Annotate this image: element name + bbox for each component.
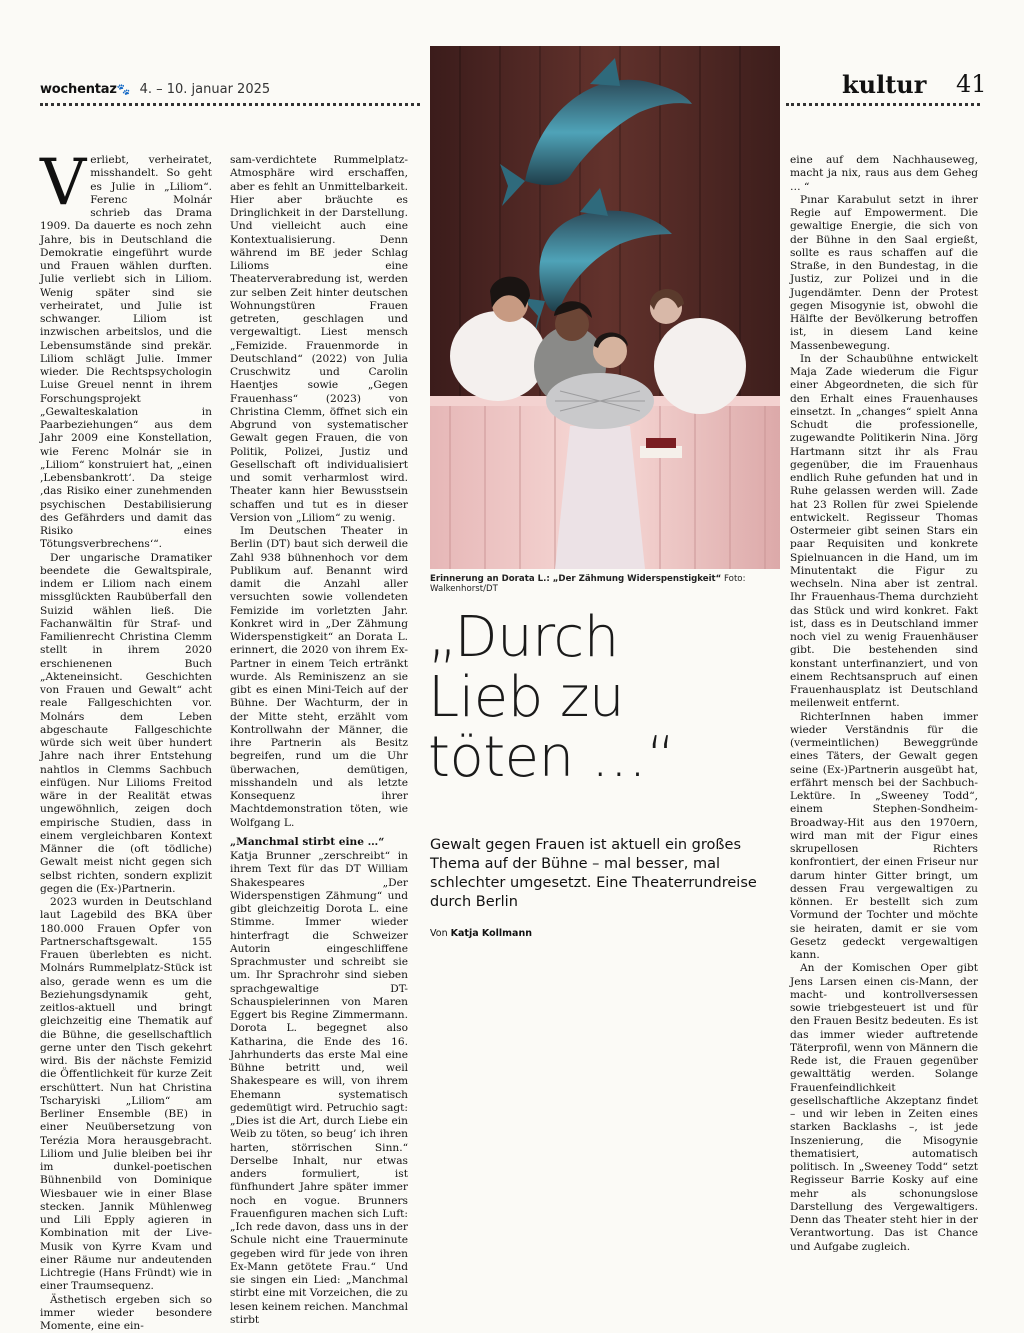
paw-icon: 🐾 bbox=[117, 83, 131, 96]
masthead bbox=[40, 82, 270, 97]
paragraph: In der Schaubühne entwickelt Maja Zade wiederum die Figur einer Abgeordneten, die sich für den Erhalt eines Frauenhauses einsetzt. In „changes“ spielt Anna Schudt die professionelle, zugewandte Politikerin Nina. Jörg Hartmann sitzt ihr als Frau gegenüber, die im Frauenhaus endlich Ruhe gefunden hat und in Ruhe gelassen werden will. Zade hat 23 Rollen für zwei Spielende entwickelt. Regisseur Thomas Ostermeier gibt seinen Stars ein paar Requisiten und konkrete Spielnuancen in die Hand, um im Minutentakt die Figur zu wechseln. Nina aber ist zentral. Ihr Frauenhaus-Thema durchzieht das Stück und wird konkret. Fakt ist, dass es in Deutschland immer noch viel zu wenig Frauenhäuser gibt. Die bestehenden sind konstant unterfinanziert, und von einem Rechtsanspruch auf einen Frauenhausplatz ist Deutschland meilenweit entfernt. bbox=[790, 353, 978, 711]
headline bbox=[428, 608, 778, 788]
headline-line: „Durch bbox=[428, 608, 778, 668]
paragraph: eine auf dem Nachhauseweg, macht ja nix, raus aus dem Geheg … “ bbox=[790, 154, 978, 194]
section-title: kultur bbox=[842, 70, 926, 99]
headline-line: Lieb zu bbox=[428, 668, 778, 728]
byline-author: Katja Kollmann bbox=[451, 928, 532, 939]
photo-credit: Foto: Walkenhorst/DT bbox=[430, 574, 745, 594]
stage-photo bbox=[430, 46, 780, 569]
headline-line: töten …“ bbox=[428, 728, 778, 788]
subheading: „Manchmal stirbt eine …“ bbox=[230, 836, 408, 849]
paragraph: Katja Brunner „zerschreibt“ in ihrem Text für das DT William Shakespeares „Der Widerspenstigen Zähmung“ und gibt gleichzeitig Dorota L. eine Stimme. Immer wieder hinterfragt die Schweizer Autorin eingeschliffene Sprachmuster und schreibt sie um. Ihr Sprachrohr sind sieben sprachgewaltige DT-Schauspielerinnen von Maren Eggert bis Regine Zimmermann. Dorota L. begegnet also Katharina, die Ende des 16. Jahrhunderts das erste Mal eine Bühne betritt und, weil Shakespeare es will, von ihrem Ehemann systematisch gedemütigt wird. Petruchio sagt: „Dies ist die Art, durch Liebe ein Weib zu töten, so beug’ ich ihren harten, störrischen Sinn.“ Derselbe Inhalt, nur etwas anders formuliert, ist fünfhundert Jahre später immer noch en vogue. Brunners Frauenfiguren machen sich Luft: „Ich rede davon, dass uns in der Schule nicht eine Trauerminute gegeben wird für jede von ihren Ex-Mann getötete Frau.“ Und sie singen ein Lied: „Manchmal stirbt eine mit Vorzeichen, die zu lesen keinem reichen. Manchmal stirbt bbox=[230, 850, 408, 1327]
article-column-1 bbox=[40, 154, 212, 1333]
page-number: 41 bbox=[956, 70, 987, 98]
stage-photo-illustration bbox=[430, 46, 780, 569]
byline bbox=[430, 928, 532, 939]
paragraph: Ästhetisch ergeben sich so immer wieder besondere Momente, eine ein- bbox=[40, 1294, 212, 1333]
byline-prefix: Von bbox=[430, 928, 448, 939]
header-dotted-rule-right bbox=[786, 103, 980, 106]
paragraph: RichterInnen haben immer wieder Verständnis für die (vermeintlichen) Beweggründe eines Täters, der Gewalt gegen seine (Ex-)Partnerin ausgeübt hat, erfährt mensch bei der Sachbuch-Lektüre. In „Sweeney Todd“, einem Stephen-Sondheim-Broadway-Hit aus den 1970ern, wird man mit der Figur eines skrupellosen Richters konfrontiert, der einen Friseur nur darum hinter Gitter bringt, um dessen Frau vergewaltigen zu können. Er bestellt sich zum Vormund der Tochter und möchte sie heiraten, damit er sie vom Gesetz gedeckt vergewaltigen kann. bbox=[790, 711, 978, 963]
paragraph: Der ungarische Dramatiker beendete die Gewaltspirale, indem er Liliom nach einem missglückten Raubüberfall den Suizid wählen ließ. Die Fachanwältin für Straf- und Familienrecht Christina Clemm stellt in ihrem 2020 erschienenen Buch „Akteneinsicht. Geschichten von Frauen und Gewalt“ acht reale Fallgeschichten vor. Molnárs dem Leben abgeschaute Fallgeschichte würde sich weit über hundert Jahre nach ihrer Entstehung nahtlos in Clemms Sachbuch einfügen. Nur Lilioms Freitod wäre in der Realität etwas ungewöhnlich, zeigen doch empirische Studien, dass in einem vergleichbaren Kontext Männer die (oft tödliche) Gewalt meist nicht gegen sich selbst richten, sondern explizit gegen die (Ex-)Partnerin. bbox=[40, 552, 212, 897]
teaser: Gewalt gegen Frauen ist aktuell ein großes Thema auf der Bühne – mal besser, mal schlechter umgesetzt. Eine Theaterrundreise durch Berlin bbox=[430, 836, 770, 912]
photo-caption bbox=[430, 574, 780, 594]
article-column-2 bbox=[230, 154, 408, 1327]
paragraph: erliebt, verheiratet, misshandelt. So geht es Julie in „Liliom“. Ferenc Molnár schrieb das Drama 1909. Da dauerte es noch zehn Jahre, bis in Deutschland die Demokratie eingeführt wurde und Frauen wählen durften. Julie verliebt sich in Liliom. Wenig später sind sie verheiratet, und Julie ist schwanger. Liliom ist inzwischen arbeitslos, und die Lebensumstände sind prekär. Liliom schlägt Julie. Immer wieder. Die Rechtspsychologin Luise Greuel nennt in ihrem Forschungsprojekt „Gewalteskalation in Paarbeziehungen“ aus dem Jahr 2009 eine Konstellation, wie Ferenc Molnár sie in „Liliom“ konstruiert hat, „einen ‚Lebensbankrott‘. Da steige ‚das Risiko einer zunehmenden psychischen Destabilisierung des Gefährders und damit das Risiko eines Tötungsverbrechens‘“. bbox=[40, 154, 212, 550]
drop-cap: V bbox=[40, 155, 86, 211]
issue-date: 4. – 10. januar 2025 bbox=[140, 82, 271, 97]
brand-name: wochentaz bbox=[40, 82, 117, 97]
paragraph: sam-verdichtete Rummelplatz-Atmosphäre wird erschaffen, aber es fehlt an Unmittelbarkeit. Hier aber bräuchte es Dringlichkeit in der Darstellung. Und vielleicht auch eine Kontextualisierung. Denn während im BE jeder Schlag Lilioms eine Theaterverabredung ist, werden zur selben Zeit hinter deutschen Wohnungstüren Frauen getreten, geschlagen und vergewaltigt. Liest mensch „Femizide. Frauenmorde in Deutschland“ (2022) von Julia Cruschwitz und Carolin Haentjes sowie „Gegen Frauenhass“ (2023) von Christina Clemm, öffnet sich ein Abgrund von systematischer Gewalt gegen Frauen, die von Politik, Polizei, Justiz und Gesellschaft oft individualisiert und somit verharmlost wird. Theater kann hier Bewusstsein schaffen und tut es in dieser Version von „Liliom“ zu wenig. bbox=[230, 154, 408, 525]
paragraph: Pınar Karabulut setzt in ihrer Regie auf Empowerment. Die gewaltige Energie, die sich von der Bühne in den Saal ergießt, sollte es raus schaffen auf die Straße, in den Bundestag, in die Justiz, zur Polizei und in die Jugendämter. Denn der Protest gegen Misogynie ist, obwohl die Hälfte der Bevölkerung betroffen ist, in diesem Land keine Massenbewegung. bbox=[790, 194, 978, 353]
article-column-3 bbox=[790, 154, 978, 1254]
paragraph: 2023 wurden in Deutschland laut Lagebild des BKA über 180.000 Frauen Opfer von Partnerschaftsgewalt. 155 Frauen überlebten es nicht. Molnárs Rummelplatz-Stück ist also, gerade wenn es um die Beziehungsdynamik geht, zeitlos-aktuell und bringt gleichzeitig eine Thematik auf die Bühne, die gesellschaftlich gerne unter den Tisch gekehrt wird. Bis der nächste Femizid die Öffentlichkeit für kurze Zeit erschüttert. Nun hat Christina Tscharyiski „Liliom“ am Berliner Ensemble (BE) in einer Neuübersetzung von Terézia Mora herausgebracht. Liliom und Julie bleiben bei ihr im dunkel-poetischen Bühnenbild von Dominique Wiesbauer wie in einer Blase stecken. Jannik Mühlenweg und Lili Epply agieren in Kombination mit der Live-Musik von Kyrre Kvam und einer Räume nur andeutenden Lichtregie (Hans Fründt) wie in einer Traumsequenz. bbox=[40, 896, 212, 1294]
paragraph: An der Komischen Oper gibt Jens Larsen einen cis-Mann, der macht- und kontrollversessen sowie triebgesteuert ist und für den Frauen Besitz bedeuten. Es ist das immer wieder auftretende Täterprofil, wenn von Männern die Rede ist, die Frauen gegenüber gewalttätig werden. Solange Frauenfeindlichkeit gesellschaftliche Akzeptanz findet – und wir leben in Zeiten eines starken Backlashs –, ist jede Inszenierung, die Misogynie thematisiert, automatisch politisch. In „Sweeney Todd“ setzt Regisseur Barrie Kosky auf eine mehr als schonungslose Darstellung des Vergewaltigers. Denn das Theater steht hier in der Verantwortung. Das ist Chance und Aufgabe zugleich. bbox=[790, 962, 978, 1254]
paragraph: Im Deutschen Theater in Berlin (DT) baut sich derweil die Zahl 938 bühnenhoch vor dem Publikum auf. Benannt wird damit die Anzahl aller versuchten sowie vollendeten Femizide im vorletzten Jahr. Konkret wird in „Der Zähmung Widerspenstigkeit“ an Dorata L. erinnert, die 2020 von ihrem Ex-Partner in einem Teich ertränkt wurde. Als Reminiszenz an sie gibt es einen Mini-Teich auf der Bühne. Der Wachturm, der in der Mitte steht, erzählt vom Kontrollwahn der Männer, die ihre Partnerin als Besitz begreifen, rund um die Uhr überwachen, demütigen, misshandeln und als letzte Konsequenz ihrer Machtdemonstration töten, wie Wolfgang L. bbox=[230, 525, 408, 830]
caption-title: Erinnerung an Dorata L.: „Der Zähmung Widerspenstigkeit“ bbox=[430, 574, 721, 584]
header-dotted-rule-left bbox=[40, 103, 420, 106]
